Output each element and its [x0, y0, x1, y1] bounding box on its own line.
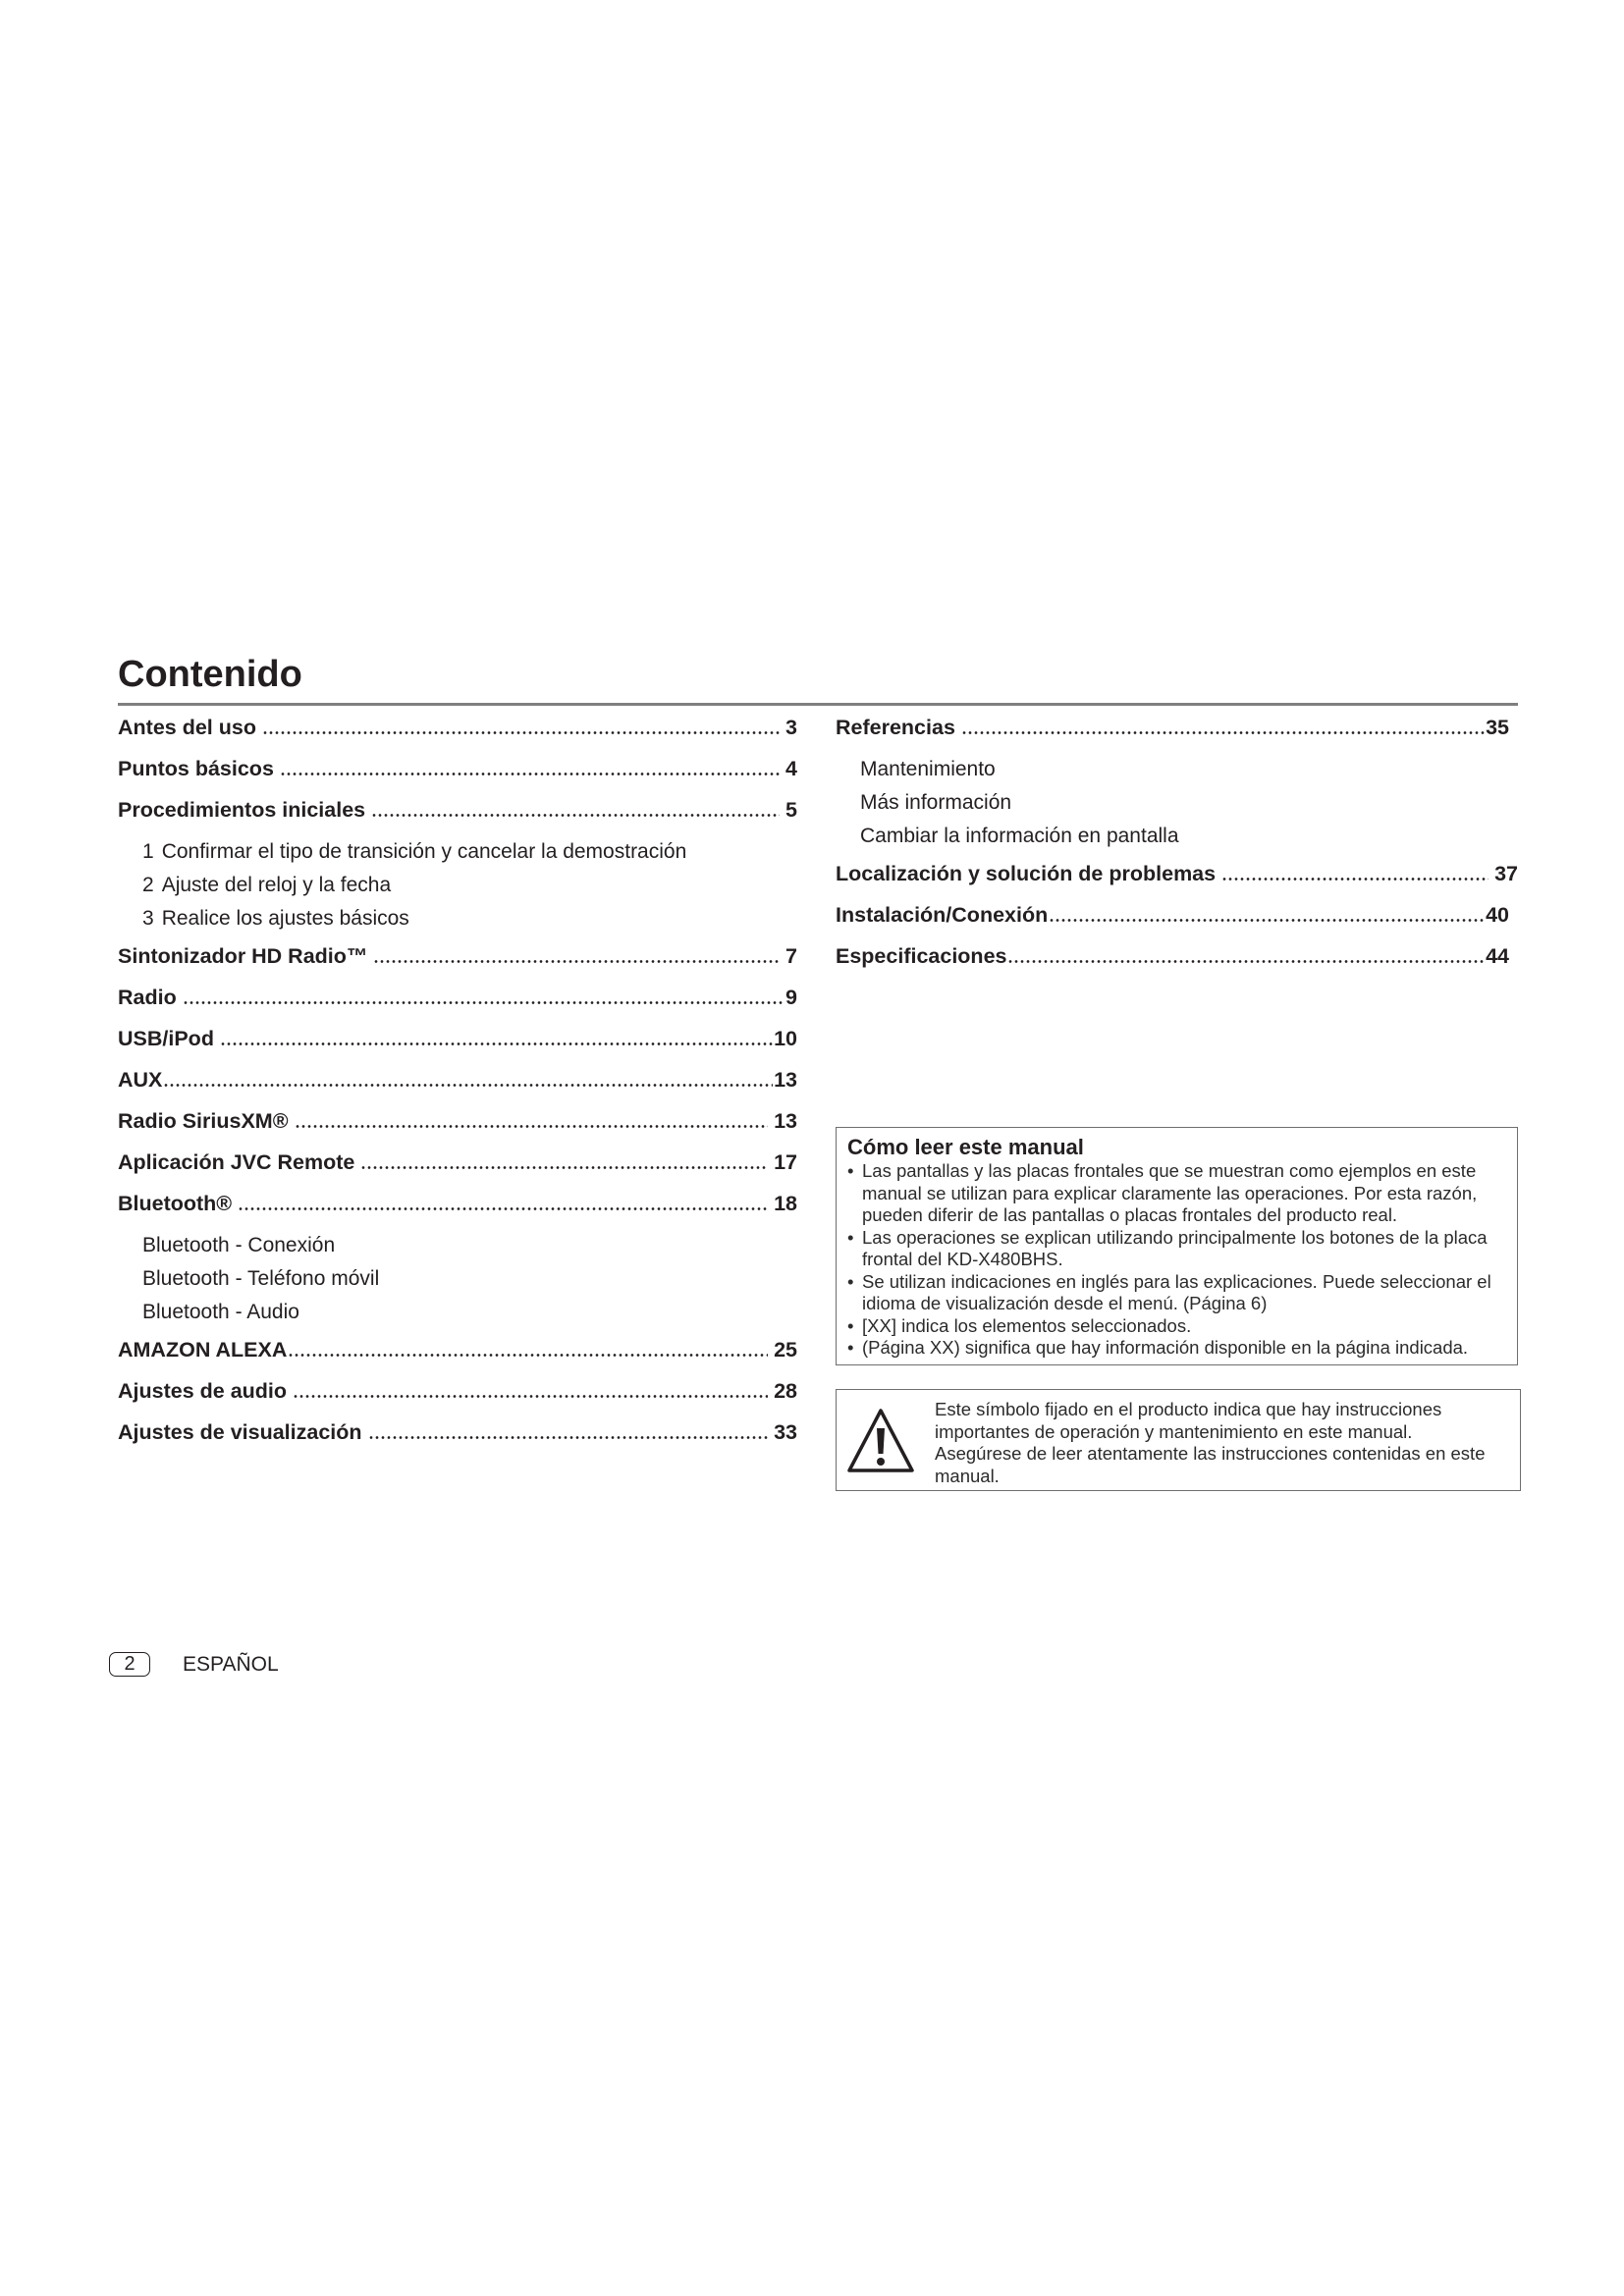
- toc-subentry-label: Ajuste del reloj y la fecha: [161, 874, 392, 896]
- toc-entry-label: Antes del uso: [118, 716, 256, 739]
- dot-leader: [373, 960, 780, 963]
- toc-left-column: [118, 707, 797, 1453]
- toc-subentry-label: Realice los ajustes básicos: [161, 907, 409, 930]
- toc-entry: [118, 1018, 797, 1059]
- toc-entry: [118, 977, 797, 1018]
- warning-paragraph: Asegúrese de leer atentamente las instrucciones contenidas en este manual.: [935, 1443, 1486, 1486]
- toc-entry-label: Radio SiriusXM®: [118, 1109, 289, 1133]
- warning-paragraph: Este símbolo fijado en el producto indica que hay instrucciones importantes de operación y mantenimiento en este manual.: [935, 1399, 1442, 1442]
- toc-subentry: [142, 1229, 797, 1262]
- warning-box: [836, 1389, 1521, 1491]
- dot-leader: [360, 1166, 768, 1169]
- toc-entry-label: Ajustes de visualización: [118, 1420, 362, 1444]
- list-item: • Las pantallas y las placas frontales que se muestran como ejemplos en este manual se utilizan para explicar claramente las operaciones. Por esta razón, pueden diferir de las pantallas o placas frontales del producto real.: [847, 1160, 1505, 1227]
- toc-subentry-label: Bluetooth - Conexión: [142, 1234, 336, 1256]
- dot-leader: [288, 1354, 768, 1357]
- toc-entry: [836, 894, 1518, 935]
- toc-subentry: [142, 902, 797, 935]
- toc-entry: [118, 1059, 797, 1100]
- dot-leader: [293, 1395, 768, 1398]
- toc-entry-label: Bluetooth®: [118, 1192, 233, 1215]
- toc-entry-label: Procedimientos iniciales: [118, 798, 366, 822]
- page-title: Contenido: [118, 654, 302, 695]
- toc-entry-label: Referencias: [836, 716, 955, 739]
- toc-entry-label: Sintonizador HD Radio™: [118, 944, 368, 968]
- toc-entry-page: 18: [774, 1192, 797, 1215]
- toc-subentry-label: Mantenimiento: [860, 758, 996, 780]
- toc-entry-label: Aplicación JVC Remote: [118, 1150, 355, 1174]
- dot-leader: [280, 773, 780, 775]
- toc-entry-page: 28: [774, 1379, 797, 1403]
- toc-entry-page: 13: [774, 1068, 797, 1092]
- toc-entry-page: 40: [1486, 903, 1509, 927]
- toc-subentry: [860, 820, 1518, 853]
- toc-subsection-group: [118, 830, 797, 935]
- toc-entry: [118, 707, 797, 748]
- toc-entry: [118, 789, 797, 830]
- toc-entry-label: Radio: [118, 986, 177, 1009]
- toc-entry-page: 4: [785, 757, 797, 780]
- toc-subentry: [142, 1262, 797, 1296]
- toc-subentry: [860, 786, 1518, 820]
- toc-entry: [836, 707, 1518, 748]
- toc-entry: [118, 1412, 797, 1453]
- toc-entry: [118, 935, 797, 977]
- toc-subentry-number: 2: [142, 874, 154, 896]
- dot-leader: [371, 814, 780, 817]
- title-divider: [118, 703, 1518, 706]
- toc-entry-page: 37: [1494, 862, 1518, 885]
- toc-right-column: [836, 707, 1518, 977]
- toc-entry-page: 7: [785, 944, 797, 968]
- toc-subentry: [142, 835, 797, 869]
- toc-entry-page: 9: [785, 986, 797, 1009]
- toc-entry-label: USB/iPod: [118, 1027, 214, 1050]
- list-item: • Se utilizan indicaciones en inglés para las explicaciones. Puede seleccionar el idioma de visualización desde el menú. (Página 6): [847, 1271, 1505, 1315]
- toc-entry-label: Instalación/Conexión: [836, 903, 1049, 927]
- toc-entry: [118, 1183, 797, 1224]
- toc-entry-label: Localización y solución de problemas: [836, 862, 1217, 885]
- dot-leader: [961, 731, 1485, 734]
- how-to-read-box: [836, 1127, 1518, 1365]
- list-item: • (Página XX) significa que hay información disponible en la página indicada.: [847, 1337, 1505, 1360]
- toc-subentry-number: 1: [142, 840, 154, 863]
- toc-entry-label: Puntos básicos: [118, 757, 274, 780]
- toc-entry-page: 5: [785, 798, 797, 822]
- dot-leader: [368, 1436, 769, 1439]
- toc-entry-page: 44: [1486, 944, 1509, 968]
- toc-subentry-label: Cambiar la información en pantalla: [860, 825, 1179, 847]
- list-item: • [XX] indica los elementos seleccionados.: [847, 1315, 1505, 1338]
- toc-subentry-label: Confirmar el tipo de transición y cancelar la demostración: [161, 840, 687, 863]
- toc-subentry-label: Bluetooth - Teléfono móvil: [142, 1267, 380, 1290]
- toc-subentry-number: 3: [142, 907, 154, 930]
- toc-entry-page: 17: [774, 1150, 797, 1174]
- page-number-badge: 2: [109, 1652, 150, 1677]
- warning-triangle-icon: [846, 1407, 915, 1473]
- dot-leader: [295, 1125, 769, 1128]
- toc-entry: [836, 853, 1518, 894]
- dot-leader: [1221, 878, 1489, 881]
- toc-subsection-group: [836, 748, 1518, 853]
- dot-leader: [183, 1001, 785, 1004]
- toc-entry-page: 25: [774, 1338, 797, 1362]
- toc-entry: [836, 935, 1518, 977]
- warning-text: [935, 1399, 1507, 1487]
- how-to-read-list: [847, 1160, 1505, 1360]
- toc-entry-page: 35: [1486, 716, 1509, 739]
- toc-subsection-group: [118, 1224, 797, 1329]
- toc-subentry-label: Más información: [860, 791, 1012, 814]
- dot-leader: [262, 731, 780, 734]
- toc-entry-label: AMAZON ALEXA: [118, 1338, 288, 1362]
- toc-entry: [118, 1370, 797, 1412]
- toc-subentry: [142, 1296, 797, 1329]
- toc-entry-page: 3: [785, 716, 797, 739]
- toc-entry-page: 33: [774, 1420, 797, 1444]
- list-item: • Las operaciones se explican utilizando principalmente los botones de la placa frontal del KD-X480BHS.: [847, 1227, 1505, 1271]
- toc-entry: [118, 1142, 797, 1183]
- dot-leader: [220, 1042, 773, 1045]
- toc-subentry: [142, 869, 797, 902]
- toc-entry-label: Ajustes de audio: [118, 1379, 288, 1403]
- toc-entry-label: AUX: [118, 1068, 163, 1092]
- toc-entry-label: Especificaciones: [836, 944, 1007, 968]
- toc-entry-page: 10: [774, 1027, 797, 1050]
- language-label: ESPAÑOL: [183, 1653, 279, 1676]
- toc-entry: [118, 748, 797, 789]
- dot-leader: [163, 1084, 773, 1087]
- toc-subentry: [860, 753, 1518, 786]
- dot-leader: [238, 1207, 768, 1210]
- toc-entry-page: 13: [774, 1109, 797, 1133]
- how-to-read-title: Cómo leer este manual: [847, 1135, 1084, 1159]
- toc-entry: [118, 1100, 797, 1142]
- dot-leader: [1049, 919, 1485, 922]
- dot-leader: [1007, 960, 1485, 963]
- toc-subentry-label: Bluetooth - Audio: [142, 1301, 299, 1323]
- toc-entry: [118, 1329, 797, 1370]
